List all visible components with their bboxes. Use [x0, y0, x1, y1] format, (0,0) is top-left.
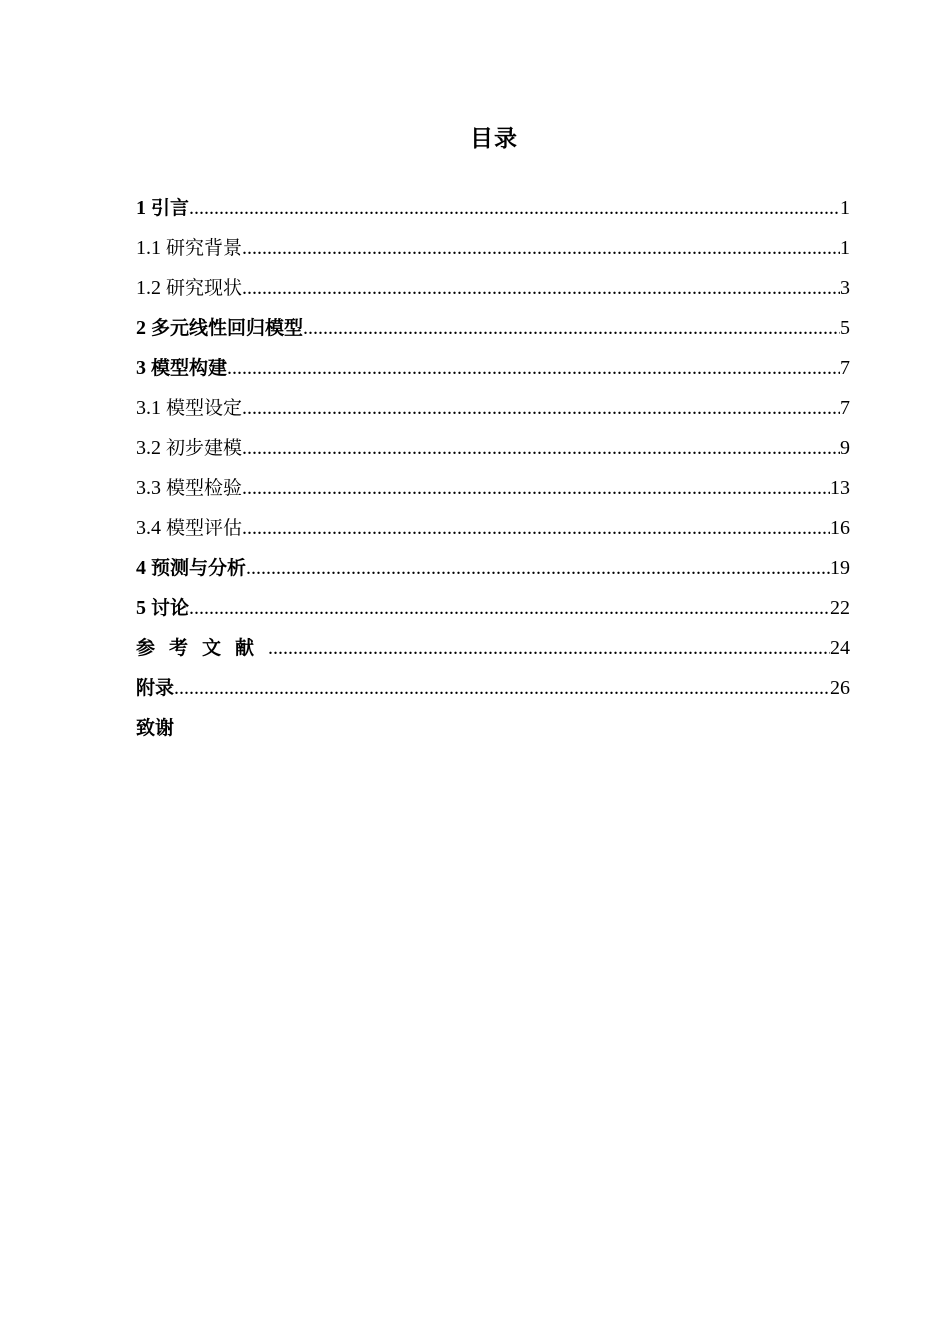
toc-leader-dots [242, 388, 840, 428]
toc-entry[interactable] [136, 388, 850, 428]
toc-title: 目录 [470, 126, 518, 152]
toc-entry-text: 致谢 [136, 717, 175, 739]
toc-entry[interactable] [136, 468, 850, 508]
toc-entry[interactable] [136, 188, 850, 228]
toc-entry-text: 研究现状 [166, 277, 243, 299]
toc-page-number: 13 [830, 477, 850, 499]
toc-entry-text: 模型构建 [151, 357, 228, 379]
toc-entry-label [136, 188, 189, 228]
toc-entry[interactable] [136, 668, 850, 708]
toc-entry-number: 5 [136, 597, 151, 619]
toc-entry[interactable] [136, 228, 850, 268]
toc-entry-label [136, 388, 242, 428]
toc-entry-text: 模型评估 [166, 517, 243, 539]
toc-entry-label [136, 228, 242, 268]
toc-page-number: 16 [830, 517, 850, 539]
toc-entry-label [136, 668, 174, 708]
toc-entry-text: 参考文献 [136, 637, 269, 659]
toc-page-number: 9 [840, 437, 850, 459]
toc-entry[interactable] [136, 508, 850, 548]
toc-entry-number: 3.4 [136, 517, 166, 539]
toc-entry-text: 模型检验 [166, 477, 243, 499]
toc-entry-number: 3.1 [136, 397, 166, 419]
toc-page-number: 24 [830, 637, 850, 659]
toc-page-number: 26 [830, 677, 850, 699]
toc-entry-number: 3.2 [136, 437, 166, 459]
toc-entry[interactable] [136, 348, 850, 388]
toc-page-number: 19 [830, 557, 850, 579]
toc-entry-label [136, 548, 246, 588]
toc-entry-number: 1.1 [136, 237, 166, 259]
toc-entry-label [136, 588, 189, 628]
toc-entry-number: 1.2 [136, 277, 166, 299]
toc-page-number: 7 [840, 357, 850, 379]
toc-entry-text: 预测与分析 [151, 557, 247, 579]
toc-leader-dots [246, 548, 830, 588]
toc-entry-number: 3 [136, 357, 151, 379]
toc-entry[interactable] [136, 308, 850, 348]
toc-entry[interactable] [136, 428, 850, 468]
toc-page-number: 3 [840, 277, 850, 299]
toc-leader-dots [242, 228, 840, 268]
toc-entry-label [136, 268, 242, 308]
toc-page-number: 5 [840, 317, 850, 339]
toc-page-number: 1 [840, 237, 850, 259]
toc-entry-text: 讨论 [151, 597, 190, 619]
toc-entry-text: 多元线性回归模型 [151, 317, 304, 339]
toc-entry[interactable] [136, 548, 850, 588]
toc-entry-label [136, 468, 242, 508]
toc-page-number: 1 [840, 197, 850, 219]
toc-leader-dots [303, 308, 840, 348]
toc-entry-number: 2 [136, 317, 151, 339]
toc-entry-text: 初步建模 [166, 437, 243, 459]
toc-list [136, 188, 850, 748]
toc-entry-label [136, 628, 268, 668]
toc-entry-text: 引言 [151, 197, 190, 219]
toc-entry-label [136, 348, 227, 388]
toc-leader-dots [174, 668, 830, 708]
toc-leader-dots [268, 628, 830, 668]
toc-entry-label [136, 708, 174, 748]
toc-entry-number: 4 [136, 557, 151, 579]
toc-entry-label [136, 508, 242, 548]
toc-leader-dots [189, 188, 840, 228]
toc-entry-number: 3.3 [136, 477, 166, 499]
toc-entry-label [136, 428, 242, 468]
toc-leader-dots [242, 508, 830, 548]
toc-entry[interactable] [136, 588, 850, 628]
toc-entry[interactable] [136, 708, 850, 748]
toc-page-number: 7 [840, 397, 850, 419]
toc-entry-text: 附录 [136, 677, 175, 699]
toc-leader-dots [242, 468, 830, 508]
toc-leader-dots [242, 268, 840, 308]
toc-entry[interactable] [136, 628, 850, 668]
toc-entry[interactable] [136, 268, 850, 308]
toc-leader-dots [189, 588, 830, 628]
toc-page-number: 22 [830, 597, 850, 619]
toc-leader-dots [227, 348, 840, 388]
toc-entry-number: 1 [136, 197, 151, 219]
toc-entry-text: 模型设定 [166, 397, 243, 419]
toc-entry-text: 研究背景 [166, 237, 243, 259]
toc-entry-label [136, 308, 303, 348]
toc-leader-dots [242, 428, 840, 468]
